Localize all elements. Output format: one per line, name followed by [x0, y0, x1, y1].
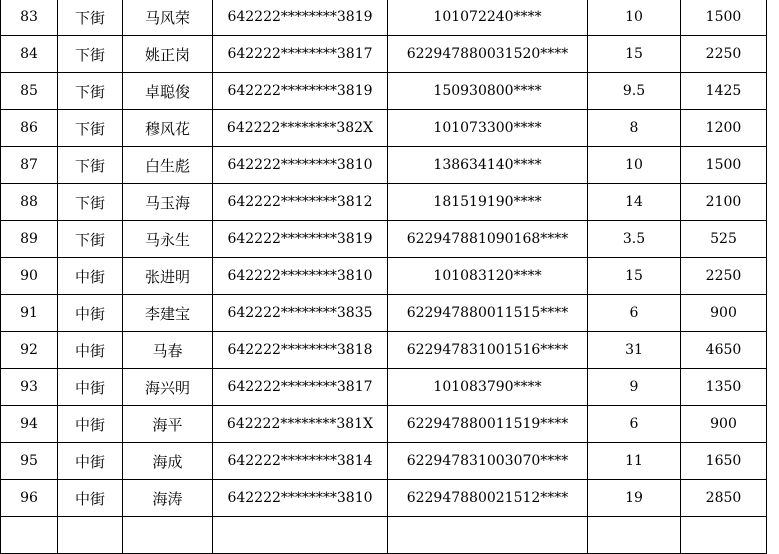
table-row	[1, 258, 767, 295]
cell-id-number: 642222********3810	[213, 147, 388, 184]
cell-quantity: 31	[588, 332, 681, 369]
cell-id-number: 642222********3818	[213, 332, 388, 369]
table-row	[1, 184, 767, 221]
cell-quantity: 15	[588, 258, 681, 295]
cell-row-number: 84	[1, 36, 58, 73]
cell-street: 下街	[58, 73, 123, 110]
cell-person-name: 卓聪俊	[123, 73, 213, 110]
cell-quantity: 10	[588, 0, 681, 36]
table-row	[1, 369, 767, 406]
cell-row-number	[1, 517, 58, 554]
cell-row-number: 95	[1, 443, 58, 480]
cell-quantity	[588, 517, 681, 554]
cell-account-number: 101072240****	[388, 0, 588, 36]
cell-person-name: 李建宝	[123, 295, 213, 332]
table-row	[1, 221, 767, 258]
table-body	[1, 0, 767, 554]
cell-row-number: 91	[1, 295, 58, 332]
cell-street: 下街	[58, 0, 123, 36]
cell-amount: 2100	[681, 184, 767, 221]
cell-quantity: 14	[588, 184, 681, 221]
cell-street: 中街	[58, 295, 123, 332]
table-row	[1, 443, 767, 480]
cell-street: 下街	[58, 221, 123, 258]
cell-quantity: 6	[588, 406, 681, 443]
cell-amount: 900	[681, 406, 767, 443]
cell-account-number: 622947831003070****	[388, 443, 588, 480]
cell-id-number: 642222********3835	[213, 295, 388, 332]
cell-id-number: 642222********3812	[213, 184, 388, 221]
cell-quantity: 8	[588, 110, 681, 147]
cell-amount: 1650	[681, 443, 767, 480]
cell-id-number: 642222********381X	[213, 406, 388, 443]
table-row	[1, 295, 767, 332]
table-row	[1, 110, 767, 147]
cell-account-number: 101083120****	[388, 258, 588, 295]
cell-street: 下街	[58, 110, 123, 147]
cell-quantity: 10	[588, 147, 681, 184]
cell-id-number: 642222********3817	[213, 36, 388, 73]
cell-account-number: 138634140****	[388, 147, 588, 184]
cell-account-number: 622947880031520****	[388, 36, 588, 73]
cell-street	[58, 517, 123, 554]
cell-amount: 1350	[681, 369, 767, 406]
cell-account-number: 622947880011515****	[388, 295, 588, 332]
cell-amount	[681, 517, 767, 554]
table-row	[1, 0, 767, 36]
cell-person-name: 马永生	[123, 221, 213, 258]
cell-street: 中街	[58, 332, 123, 369]
cell-amount: 525	[681, 221, 767, 258]
cell-person-name: 海兴明	[123, 369, 213, 406]
cell-street: 中街	[58, 443, 123, 480]
cell-account-number: 622947880021512****	[388, 480, 588, 517]
cell-person-name: 穆风花	[123, 110, 213, 147]
cell-street: 下街	[58, 36, 123, 73]
cell-person-name: 马春	[123, 332, 213, 369]
cell-account-number: 150930800****	[388, 73, 588, 110]
cell-row-number: 87	[1, 147, 58, 184]
cell-row-number: 88	[1, 184, 58, 221]
cell-id-number: 642222********3817	[213, 369, 388, 406]
cell-row-number: 86	[1, 110, 58, 147]
cell-person-name: 马玉海	[123, 184, 213, 221]
cell-person-name: 海涛	[123, 480, 213, 517]
cell-amount: 1500	[681, 0, 767, 36]
cell-id-number: 642222********3819	[213, 221, 388, 258]
cell-amount: 2850	[681, 480, 767, 517]
table-row	[1, 517, 767, 554]
cell-id-number: 642222********3814	[213, 443, 388, 480]
cell-person-name: 白生彪	[123, 147, 213, 184]
cell-quantity: 6	[588, 295, 681, 332]
cell-quantity: 11	[588, 443, 681, 480]
cell-row-number: 83	[1, 0, 58, 36]
cell-person-name: 姚正岗	[123, 36, 213, 73]
cell-person-name: 马风荣	[123, 0, 213, 36]
cell-id-number: 642222********3819	[213, 73, 388, 110]
cell-amount: 4650	[681, 332, 767, 369]
cell-person-name: 张进明	[123, 258, 213, 295]
cell-row-number: 85	[1, 73, 58, 110]
cell-account-number: 101083790****	[388, 369, 588, 406]
cell-account-number: 622947831001516****	[388, 332, 588, 369]
cell-amount: 1425	[681, 73, 767, 110]
cell-quantity: 15	[588, 36, 681, 73]
table-row	[1, 480, 767, 517]
cell-amount: 2250	[681, 36, 767, 73]
cell-quantity: 19	[588, 480, 681, 517]
cell-amount: 1200	[681, 110, 767, 147]
cell-street: 下街	[58, 184, 123, 221]
cell-street: 下街	[58, 147, 123, 184]
cell-id-number: 642222********382X	[213, 110, 388, 147]
cell-street: 中街	[58, 369, 123, 406]
cell-row-number: 89	[1, 221, 58, 258]
cell-account-number	[388, 517, 588, 554]
cell-street: 中街	[58, 480, 123, 517]
cell-person-name: 海成	[123, 443, 213, 480]
table-row	[1, 73, 767, 110]
cell-row-number: 90	[1, 258, 58, 295]
cell-account-number: 101073300****	[388, 110, 588, 147]
cell-amount: 1500	[681, 147, 767, 184]
cell-id-number: 642222********3810	[213, 480, 388, 517]
cell-row-number: 96	[1, 480, 58, 517]
cell-quantity: 9	[588, 369, 681, 406]
cell-account-number: 181519190****	[388, 184, 588, 221]
table-row	[1, 406, 767, 443]
cell-street: 中街	[58, 406, 123, 443]
cell-id-number: 642222********3819	[213, 0, 388, 36]
cell-quantity: 3.5	[588, 221, 681, 258]
cell-person-name	[123, 517, 213, 554]
table-row	[1, 36, 767, 73]
cell-row-number: 94	[1, 406, 58, 443]
cell-quantity: 9.5	[588, 73, 681, 110]
cell-amount: 900	[681, 295, 767, 332]
table-row	[1, 147, 767, 184]
cell-id-number	[213, 517, 388, 554]
cell-account-number: 622947881090168****	[388, 221, 588, 258]
cell-person-name: 海平	[123, 406, 213, 443]
cell-account-number: 622947880011519****	[388, 406, 588, 443]
cell-id-number: 642222********3810	[213, 258, 388, 295]
cell-row-number: 93	[1, 369, 58, 406]
cell-amount: 2250	[681, 258, 767, 295]
cell-street: 中街	[58, 258, 123, 295]
cell-row-number: 92	[1, 332, 58, 369]
table-row	[1, 332, 767, 369]
